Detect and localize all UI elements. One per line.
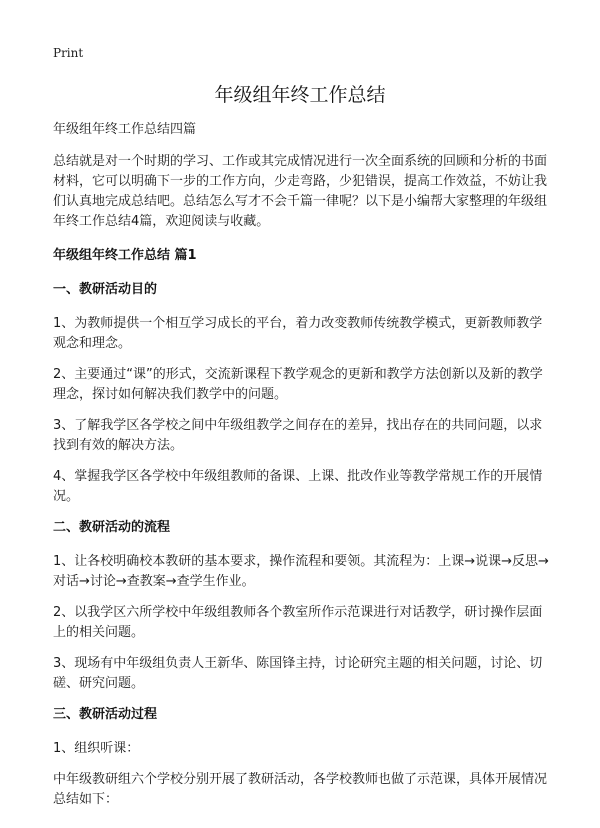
part3-heading: 三、教研活动过程 xyxy=(53,707,158,722)
print-label: Print xyxy=(53,46,84,60)
part2-item: 1、让各校明确校本教研的基本要求，操作流程和要领。其流程为：上课→说课→反思→对话→讨论→查教案→查学生作业。 xyxy=(53,554,549,589)
part2-item: 2、以我学区六所学校中年级组教师各个教室所作示范课进行对话教学，研讨操作层面上的相关问题。 xyxy=(53,605,543,640)
section-title: 年级组年终工作总结 篇1 xyxy=(53,248,197,263)
part1-item: 4、掌握我学区各学校中年级组教师的备课、上课、批改作业等教学常规工作的开展情况。 xyxy=(53,469,543,504)
document-subtitle: 年级组年终工作总结四篇 xyxy=(53,122,197,137)
part3-item: 1、组织听课： xyxy=(53,741,140,756)
intro-paragraph: 总结就是对一个时期的学习、工作或其完成情况进行一次全面系统的回顾和分析的书面材料，它可以明确下一步的工作方向，少走弯路，少犯错误，提高工作效益，不妨让我们认真地完成总结吧。总结怎么写才不会千篇一律呢？以下是小编帮大家整理的年级组年终工作总结4篇，欢迎阅读与收藏。 xyxy=(53,154,548,229)
part1-item: 3、了解我学区各学校之间中年级组教学之间存在的差异，找出存在的共同问题，以求找到有效的解决方法。 xyxy=(53,418,543,453)
document-title: 年级组年终工作总结 xyxy=(214,84,386,106)
document-body xyxy=(53,120,549,821)
part3-item: 中年级教研组六个学校分别开展了教研活动，各学校教师也做了示范课，具体开展情况总结如下： xyxy=(53,772,548,807)
part1-heading: 一、教研活动目的 xyxy=(53,282,158,297)
part1-item: 1、为教师提供一个相互学习成长的平台，着力改变教师传统教学模式，更新教师教学观念和理念。 xyxy=(53,316,543,351)
part1-item: 2、主要通过“课”的形式，交流新课程下教学观念的更新和教学方法创新以及新的教学理念，探讨如何解决我们教学中的问题。 xyxy=(53,367,543,402)
part2-item: 3、现场有中年级组负责人王新华、陈国锋主持，讨论研究主题的相关问题，讨论、切磋、研究问题。 xyxy=(53,656,543,691)
part2-heading: 二、教研活动的流程 xyxy=(53,520,171,535)
